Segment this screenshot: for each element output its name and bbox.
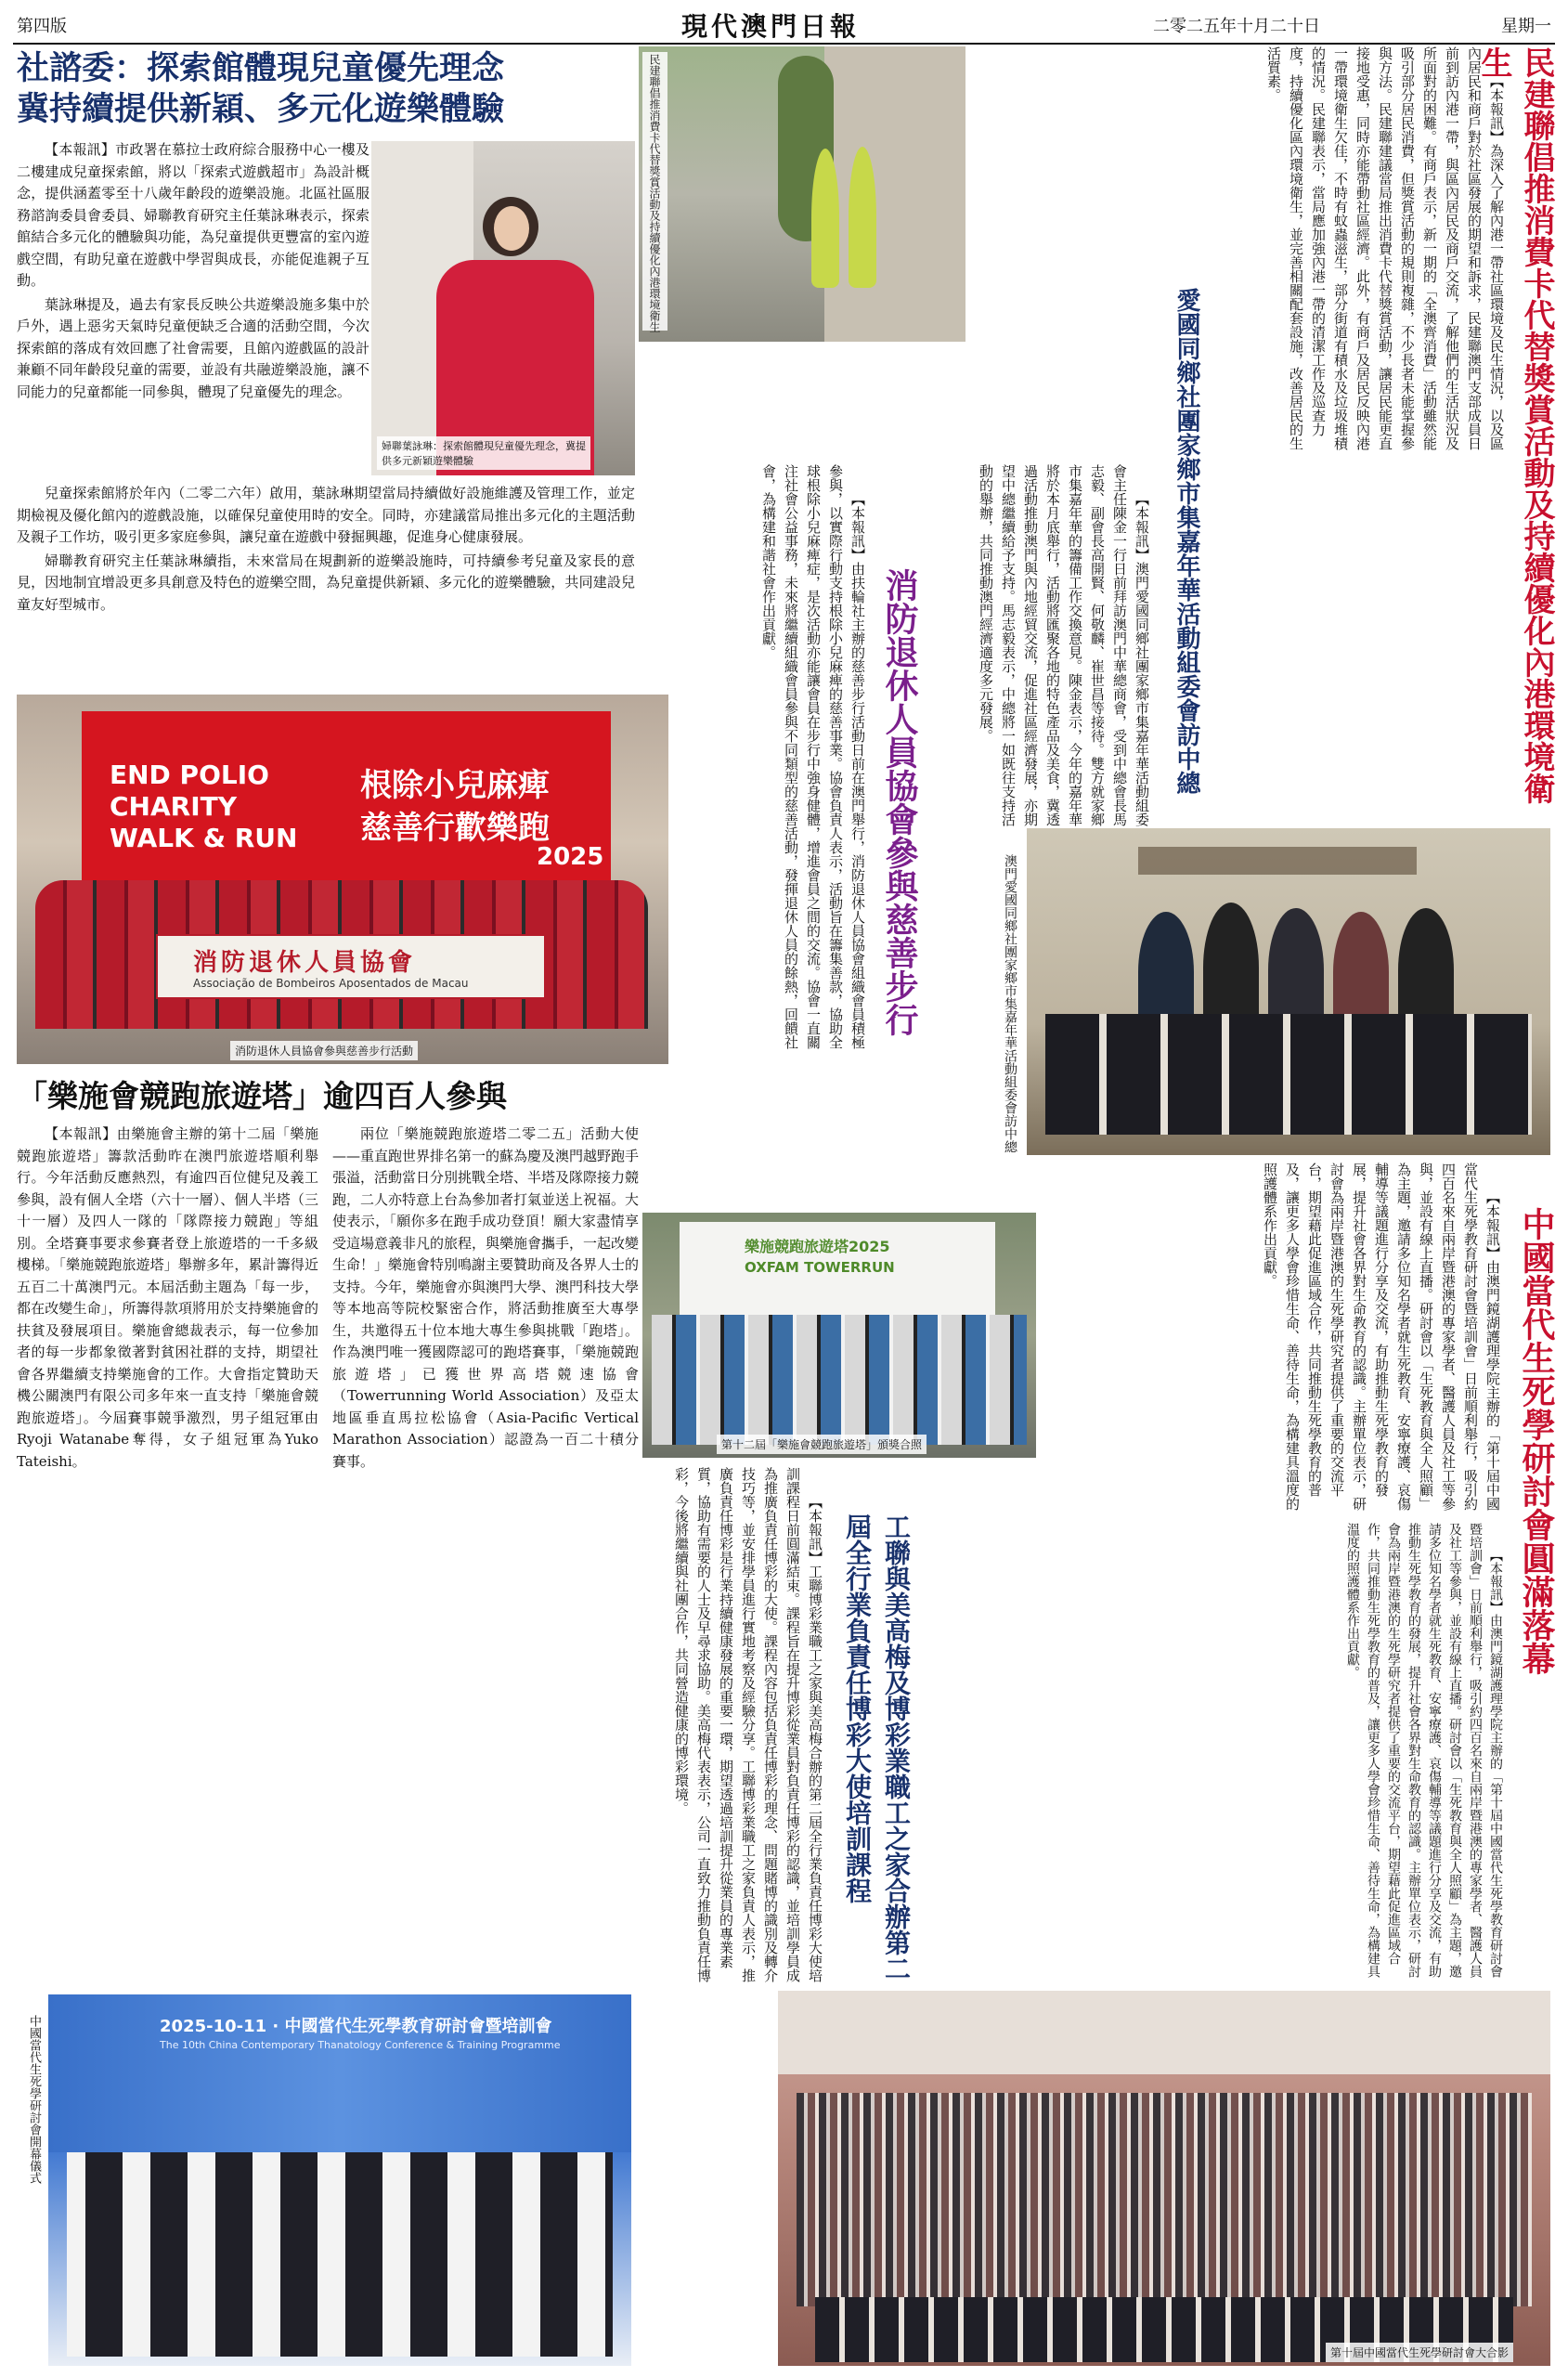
person-figure — [1203, 903, 1259, 1033]
art6-text: 【本報訊】由澳門鏡湖護理學院主辦的「第十屆中國當代生死學教育研討會暨培訓會」日前順利舉行，吸引約四百名來自兩岸暨港澳的專家學者、醫護人員及社工等參與，並設有線上直播。研討會以「生死教育與全人照顧」為主題，邀請多位知名學者就生死教育、安寧療護、哀傷輔導等議題進行分享及交流，有助推動生死學教育的發展，提升社會各界對生命教育的認識。主辦單位表示，研討會為兩岸暨港澳的生死學研究者提供了重要的交流平台，期望藉此促進區域合作，共同推動生死學教育的普及，讓更多人學會珍惜生命、善待生命，為構建具溫度的照護體系作出貢獻。 — [1345, 1523, 1503, 1978]
art5-text: 兩位「樂施競跑旅遊塔二零二五」活動大使——重直跑世界排名第一的蘇為慶及澳門越野跑手張溢，活動當日分別挑戰全塔、半塔及隊際接力競跑，二人亦特意上台為參加者打氣並送上祝福。大使表示，「願你多在跑手成功登頂！願大家盡情享受這場意義非凡的旅程，與樂施會攜手，一起改變生命！」樂施會特別鳴謝主要贊助商及各界人士的支持。今年，樂施會亦與澳門大學、澳門科技大學等本地高等院校緊密合作，將活動推廣至大專學生，共邀得五十位本地大專生參與挑戰「跑塔」。作為澳門唯一獲國際認可的跑塔賽事，「樂施競跑旅遊塔」已獲世界高塔競速協會（Towerrunning World Association）及亞太地區垂直馬拉松協會（Asia-Pacific Vertical Marathon Association）認證為一百二十積分賽事。 — [332, 1125, 640, 1470]
paper-title: 現代澳門日報 — [681, 11, 861, 42]
art2-photo — [639, 46, 965, 342]
section-label: 第四版 — [17, 17, 67, 36]
art6-photo-caption1: 中國當代生死學研討會開幕儀式 — [27, 2015, 41, 2184]
oxfam-banner-text: 樂施競跑旅遊塔2025 — [745, 1238, 890, 1255]
masthead-rule — [13, 43, 1555, 45]
art1-photo-caption: 婦聯葉詠琳：探索館體現兒童優先理念，冀提供多元新穎遊樂體驗 — [377, 436, 590, 470]
building-bg — [824, 46, 965, 342]
art1-photo — [371, 141, 635, 475]
assoc-banner-en: Associação de Bombeiros Aposentados de Macau — [193, 977, 469, 990]
art3-headline: 愛國同鄉社團家鄉市集嘉年華活動組委會訪中總 — [1173, 288, 1200, 795]
art4-headline: 消防退休人員協會參與慈善步行 — [880, 568, 918, 1036]
assoc-banner-text: 消防退休人員協會 — [193, 949, 417, 977]
art2-body — [969, 46, 1508, 460]
speaker-row — [67, 2152, 613, 2357]
banner-zh1: 根除小兒麻痺 — [360, 767, 550, 804]
art3-photo-caption: 澳門愛國同鄉社團家鄉市集嘉年華活動組委會訪中總 — [1003, 854, 1017, 1153]
art5-headline: 「樂施會競跑旅遊塔」逾四百人參與 — [17, 1078, 507, 1114]
art2-photo-caption: 民建聯倡推消費卡代替獎賞活動及持續優化內港環境衛生 — [642, 52, 667, 331]
art4-body — [672, 464, 869, 1059]
crowd-rows — [797, 2093, 1532, 2306]
art2-headline: 民建聯倡推消費卡代替獎賞活動及持續優化內港環境衛生 — [1475, 46, 1555, 804]
art1-paragraph: 婦聯教育研究主任葉詠琳續指，未來當局在規劃新的遊樂設施時，可持續參考兒童及家長的意見，因地制宜增設更多具創意及特色的遊樂空間，為兒童提供新穎、多元化的遊樂體驗，共同建設兒童友好型城市。 — [17, 552, 635, 613]
art1-title-line1: 社諮委：探索館體現兒童優先理念 — [17, 50, 505, 87]
art6-photo-ceremony — [48, 1994, 631, 2366]
art1-paragraph: 【本報訊】市政署在慕拉士政府綜合服務中心一樓及二樓建成兒童探索館，將以「探索式遊戲超市」為設計概念，提供涵蓋零至十八歲年齡段的遊樂設施。北區社區服務諮詢委員會委員、婦聯教育研究主任葉詠琳表示，探索館結合多元化的體驗與功能，為兒童提供更豐富的室內遊戲空間，有助兒童在遊戲中學習與成長，亦能促進親子互動。 — [17, 141, 369, 289]
banner-en2: CHARITY — [110, 791, 238, 822]
art3-caption-block — [928, 828, 1021, 1155]
person-figure — [494, 206, 529, 251]
art4-text: 【本報訊】由扶輪社主辦的慈善步行活動日前在澳門舉行，消防退休人員協會組織會員積極參與，以實際行動支持根除小兒麻痺的慈善事業。協會負責人表示，活動旨在籌集善款，協助全球根除小兒麻痺症，是次活動亦能讓會員在步行中強身健體，增進會員之間的交流。協會一直關注社會公益事務，未來將繼續組織會員參與不同類型的慈善活動，發揮退休人員的餘熱，回饋社會，為構建和諧社會作出貢獻。 — [760, 464, 866, 1049]
art6-body-lower — [921, 1523, 1506, 1987]
banner-en1: END POLIO — [110, 760, 269, 790]
seated-row — [1045, 1014, 1532, 1135]
banner-year: 2025 — [537, 843, 604, 871]
person-figure — [849, 147, 876, 288]
group-row — [652, 1315, 1027, 1445]
stage-banner-text: 2025-10-11 · 中國當代生死學教育研討會暨培訓會 — [160, 2017, 552, 2036]
art5-text: 【本報訊】由樂施會主辦的第十二屆「樂施競跑旅遊塔」籌款活動昨在澳門旅遊塔順利舉行。今年活動反應熱烈，有逾四百位健兒及義工參與，設有個人全塔（六十一層）、個人半塔（三十一層）及四人一隊的「隊際接力競跑」等組別。全塔賽事要求參賽者登上旅遊塔的一千多級樓梯。「樂施競跑旅遊塔」舉辦多年，累計籌得近五百二十萬澳門元。本屆活動主題為「每一步，都在改變生命」，所籌得款項將用於支持樂施會的扶貧及發展項目。樂施會總裁表示，每一位參加者的每一步都象徵著對貧困社群的支持，期望社會各界繼續支持樂施會的工作。大會指定贊助天機公關澳門有限公司多年來一直支持「樂施會競跑旅遊塔」。今屆賽事競爭激烈，男子組冠軍由Ryoji Watanabe奪得，女子組冠軍為Yuko Tateishi。 — [17, 1125, 318, 1470]
art3-body — [967, 464, 1153, 826]
masthead — [13, 6, 1555, 43]
art7-body — [650, 1467, 826, 1987]
banner-en3: WALK & RUN — [110, 823, 298, 853]
art1-paragraph: 兒童探索館將於年內（二零二六年）啟用，葉詠琳期望當局持續做好設施維護及管理工作，並定期檢視及優化館內的遊戲設施，以確保兒童使用時的安全。同時，亦建議當局推出多元化的主題活動及親子工作坊，吸引更多家庭參與，讓兒童在遊戲中發掘興趣，促進身心健康發展。 — [17, 485, 635, 545]
art6-photo-group — [778, 1991, 1550, 2366]
stage-banner-en: The 10th China Contemporary Thanatology Conference & Training Programme — [160, 2039, 561, 2051]
art7-text: 【本報訊】工聯博彩業職工之家與美高梅合辦的第二屆全行業負責任博彩大使培訓課程日前圓滿結束。課程旨在提升博彩從業員對負責任博彩的認識，並培訓學員成為推廣負責任博彩的大使。課程內容包括負責任博彩的理念、問題賭博的識別及轉介技巧等，並安排學員進行實地考察及經驗分享。工聯博彩業職工之家負責人表示，推廣負責任博彩是行業持續健康發展的重要一環，期望透過培訓提升從業員的專業素質，協助有需要的人士及早尋求協助。美高梅代表表示，公司一直致力推動負責任博彩，今後將繼續與社團合作，共同營造健康的博彩環境。 — [673, 1467, 823, 1982]
banner-zh2: 慈善行歡樂跑 — [360, 810, 550, 847]
art1-body-lower — [17, 483, 635, 687]
art6-caption-vertical — [13, 2015, 45, 2358]
art4-photo-caption: 消防退休人員協會參與慈善步行活動 — [230, 1041, 418, 1060]
oxfam-banner-en: OXFAM TOWERRUN — [745, 1259, 895, 1276]
art7-headline: 工聯與美高梅及博彩業職工之家合辦第二屆全行業負責任博彩大使培訓課程 — [842, 1513, 912, 1981]
issue-date: 二零二五年十月二十日 — [1153, 17, 1320, 36]
weekday: 星期一 — [1501, 17, 1551, 36]
art5-photo-caption: 第十二屆「樂施會競跑旅遊塔」頒獎合照 — [717, 1435, 927, 1454]
person-figure — [811, 149, 839, 288]
art6-photo-caption2: 第十屆中國當代生死學研討會大合影 — [1326, 2343, 1513, 2362]
art3-text: 【本報訊】澳門愛國同鄉社團家鄉市集嘉年華活動組委會主任陳金一行日前拜訪澳門中華總商會，受到中總會長馬志毅、副會長高開賢、何敬麟、崔世昌等接待。雙方就家鄉市集嘉年華的籌備工作交換意見。陳金表示，今年的嘉年華將於本月底舉行，活動將匯聚各地的特色產品及美食，冀透過活動推動澳門與內地經貿交流，促進社區經濟發展，亦期望中總繼續給予支持。馬志毅表示，中總將一如既往支持活動的舉辦，共同推動澳門經濟適度多元發展。 — [978, 464, 1150, 826]
art6-body — [1040, 1163, 1504, 1521]
art4-photo — [17, 695, 668, 1064]
hall-ceiling — [778, 1991, 1550, 2074]
art6-headline: 中國當代生死學研討會圓滿落幕 — [1517, 1207, 1555, 1675]
art1-paragraph: 葉詠琳提及，過去有家長反映公共遊樂設施多集中於戶外，遇上惡劣天氣時兒童便缺乏合適的活動空間，今次探索館的落成有效回應了社會需要，且館內遊戲區的設計兼顧不同年齡段兒童的需要，並設有共融遊樂設施，讓不同能力的兒童都能一同參與，體現了兒童優先的理念。 — [17, 295, 369, 400]
art1-headline — [17, 48, 629, 134]
art2-text: 【本報訊】為深入了解內港一帶社區環境及民生情況，以及區內居民和商戶對於社區發展的期望和訴求，民建聯澳門支部成員日前到訪內港一帶，與區內居民及商戶交流，了解他們的生活狀況及所面對的困難。有商戶表示，新一期的「全澳齊消費」活動雖然能吸引部分居民消費，但獎賞活動的規則複雜，不少長者未能掌握參與方法。民建聯建議當局推出消費卡代替獎賞活動，讓居民能更直接地受惠，同時亦能帶動社區經濟。此外，有商戶及居民反映內港一帶環境衛生欠佳，不時有蚊蟲滋生，部分街道有積水及垃圾堆積的情況。民建聯表示，當局應加強內港一帶的清潔工作及巡查力度，持續優化區內環境衛生，並完善相關配套設施，改善居民的生活質素。 — [1265, 46, 1505, 450]
art3-photo — [1027, 828, 1550, 1155]
art1-title-line2: 冀持續提供新穎、多元化遊樂體驗 — [17, 91, 505, 128]
art6-text: 【本報訊】由澳門鏡湖護理學院主辦的「第十屆中國當代生死學教育研討會暨培訓會」日前順利舉行，吸引約四百名來自兩岸暨港澳的專家學者、醫護人員及社工等參與，並設有線上直播。研討會以「生死教育與全人照顧」為主題，邀請多位知名學者就生死教育、安寧療護、哀傷輔導等議題進行分享及交流，有助推動生死學教育的發展，提升社會各界對生命教育的認識。主辦單位表示，研討會為兩岸暨港澳的生死學研究者提供了重要的交流平台，期望藉此促進區域合作，共同推動生死學教育的普及，讓更多人學會珍惜生命、善待生命，為構建具溫度的照護體系作出貢獻。 — [1262, 1163, 1501, 1511]
art5-photo — [642, 1213, 1036, 1458]
wall-sign — [1138, 847, 1417, 875]
